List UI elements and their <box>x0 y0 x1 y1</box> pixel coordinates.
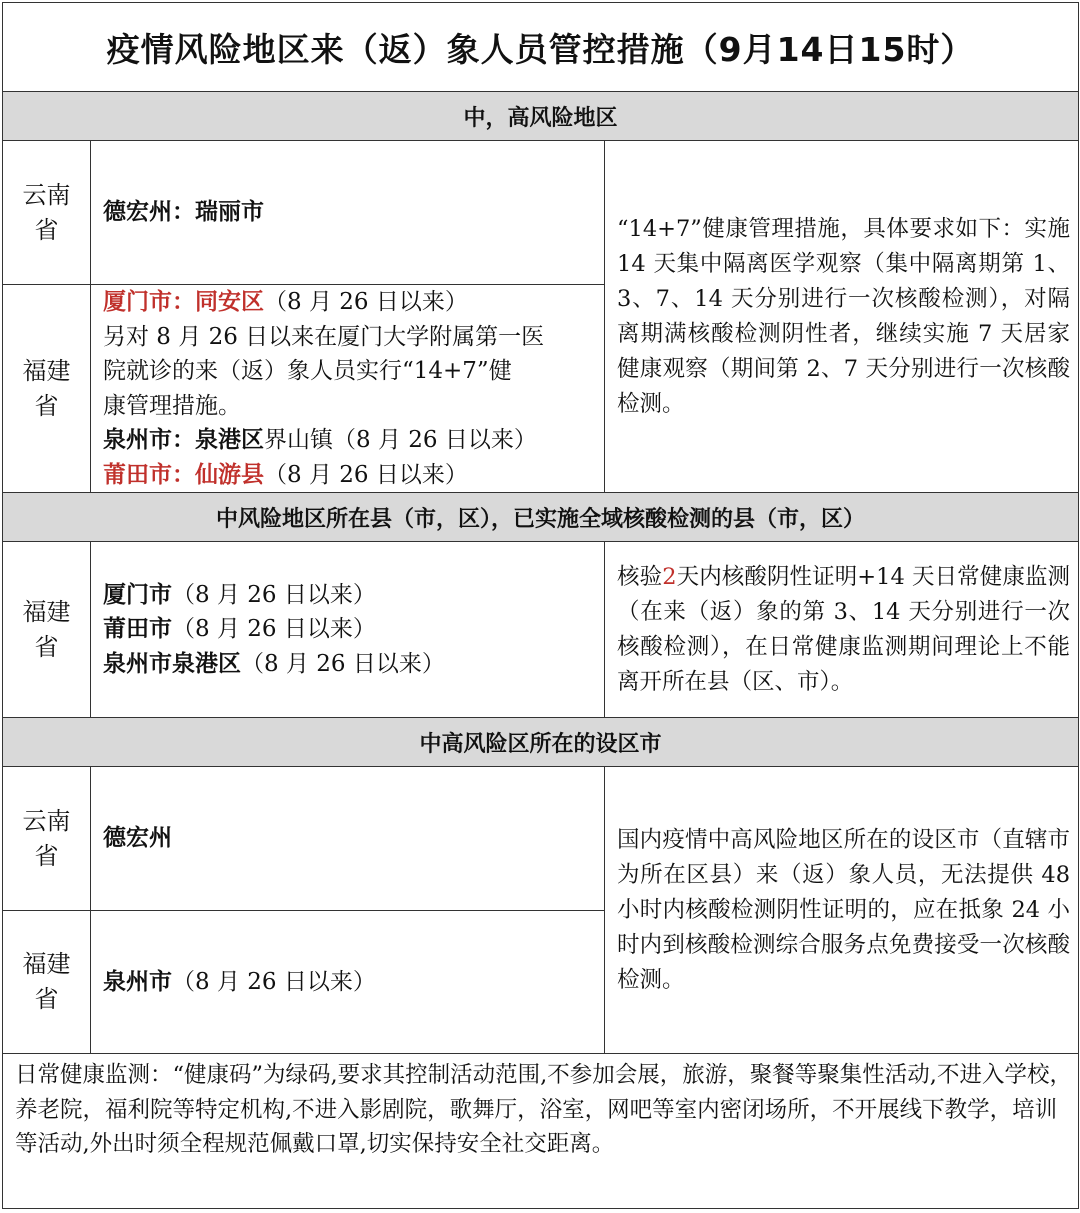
area-text: （8 月 26 日以来） <box>264 461 468 488</box>
area-line <box>103 195 604 230</box>
area-text: 康管理措施。 <box>103 392 241 419</box>
province-cell-fujian: 福建 省 <box>3 285 91 493</box>
area-name: 莆田市：仙游县 <box>103 461 264 488</box>
province-cell-yunnan: 云南 省 <box>3 141 91 285</box>
table-row <box>3 542 1079 718</box>
section-header-row <box>3 493 1079 542</box>
area-line <box>103 647 604 682</box>
area-line <box>103 458 604 493</box>
area-line <box>103 578 604 613</box>
area-text: （8 月 26 日以来） <box>172 581 376 608</box>
area-line <box>103 389 604 424</box>
measure-text: 核验 <box>617 563 663 590</box>
daily-health-monitoring-note: 日常健康监测：“健康码”为绿码,要求其控制活动范围,不参加会展，旅游，聚餐等聚集性活动,不进入学校，养老院，福利院等特定机构,不进入影剧院，歌舞厅，浴室，网吧等室内密闭场所，不开展线下教学，培训等活动,外出时须全程规范佩戴口罩,切实保持安全社交距离。 <box>3 1054 1079 1209</box>
area-text: （8 月 26 日以来） <box>172 968 376 995</box>
area-name: 德宏州 <box>103 825 172 852</box>
area-text: （8 月 26 日以来） <box>172 616 376 643</box>
measure-cell-2-day-test <box>605 542 1079 718</box>
area-line <box>103 821 604 856</box>
measure-text: “14+7”健康管理措施，具体要求如下：实施 14 天集中隔离医学观察（集中隔离期第 1、3、7、14 天分别进行一次核酸检测），对隔离期满核酸检测阴性者，继续实施 7 天居家健康观察（期间第 2、7 天分别进行一次核酸检测。 <box>617 215 1071 417</box>
area-text: 界山镇（8 月 26 日以来） <box>264 427 537 453</box>
area-cell <box>91 911 605 1054</box>
footer-row <box>3 1054 1079 1209</box>
province-cell-fujian: 福建 省 <box>3 542 91 718</box>
section-header-row <box>3 92 1079 141</box>
measure-cell-14-plus-7 <box>605 141 1079 493</box>
area-name: 泉州市：泉港区 <box>103 427 264 453</box>
notice-sheet <box>0 2 1080 1213</box>
title-row <box>3 3 1079 92</box>
section-header-row <box>3 718 1079 767</box>
control-measures-table <box>2 2 1079 1209</box>
area-line <box>103 612 604 647</box>
section-header-medium-risk-counties: 中风险地区所在县（市，区），已实施全域核酸检测的县（市，区） <box>3 493 1079 542</box>
area-cell <box>91 767 605 911</box>
area-name: 德宏州：瑞丽市 <box>103 199 264 226</box>
section-header-prefecture-cities: 中高风险区所在的设区市 <box>3 718 1079 767</box>
area-text: （8 月 26 日以来） <box>264 289 468 315</box>
table-row <box>3 141 1079 285</box>
area-name: 厦门市 <box>103 581 172 608</box>
page-title: 疫情风险地区来（返）象人员管控措施（9月14日15时） <box>3 3 1079 92</box>
area-cell <box>91 542 605 718</box>
area-line <box>103 285 604 320</box>
table-row <box>3 767 1079 911</box>
area-name: 泉州市泉港区 <box>103 650 241 677</box>
area-name: 泉州市 <box>103 968 172 995</box>
area-line <box>103 965 604 1000</box>
area-line <box>103 354 604 389</box>
area-cell <box>91 285 605 493</box>
area-cell <box>91 141 605 285</box>
area-line <box>103 320 604 355</box>
area-text: 院就诊的来（返）象人员实行“14+7”健 <box>103 358 512 384</box>
area-name: 厦门市：同安区 <box>103 289 264 315</box>
area-name: 莆田市 <box>103 616 172 643</box>
area-text: （8 月 26 日以来） <box>241 650 445 677</box>
area-text: 另对 8 月 26 日以来在厦门大学附属第一医 <box>103 323 545 350</box>
measure-text: 天内核酸阴性证明+14 天日常健康监测（在来（返）象的第 3、14 天分别进行一次核酸检测），在日常健康监测期间理论上不能离开所在县（区、市）。 <box>617 563 1071 695</box>
section-header-high-medium-risk: 中，高风险地区 <box>3 92 1079 141</box>
province-cell-yunnan: 云南 省 <box>3 767 91 911</box>
measure-text: 国内疫情中高风险地区所在的设区市（直辖市为所在区县）来（返）象人员，无法提供 48 小时内核酸检测阴性证明的，应在抵象 24 小时内到核酸检测综合服务点免费接受一次核酸检测。 <box>617 826 1071 993</box>
province-cell-fujian: 福建 省 <box>3 911 91 1054</box>
measure-cell-48-hour-test <box>605 767 1079 1054</box>
measure-text: 2 <box>662 563 677 590</box>
area-line <box>103 423 604 458</box>
